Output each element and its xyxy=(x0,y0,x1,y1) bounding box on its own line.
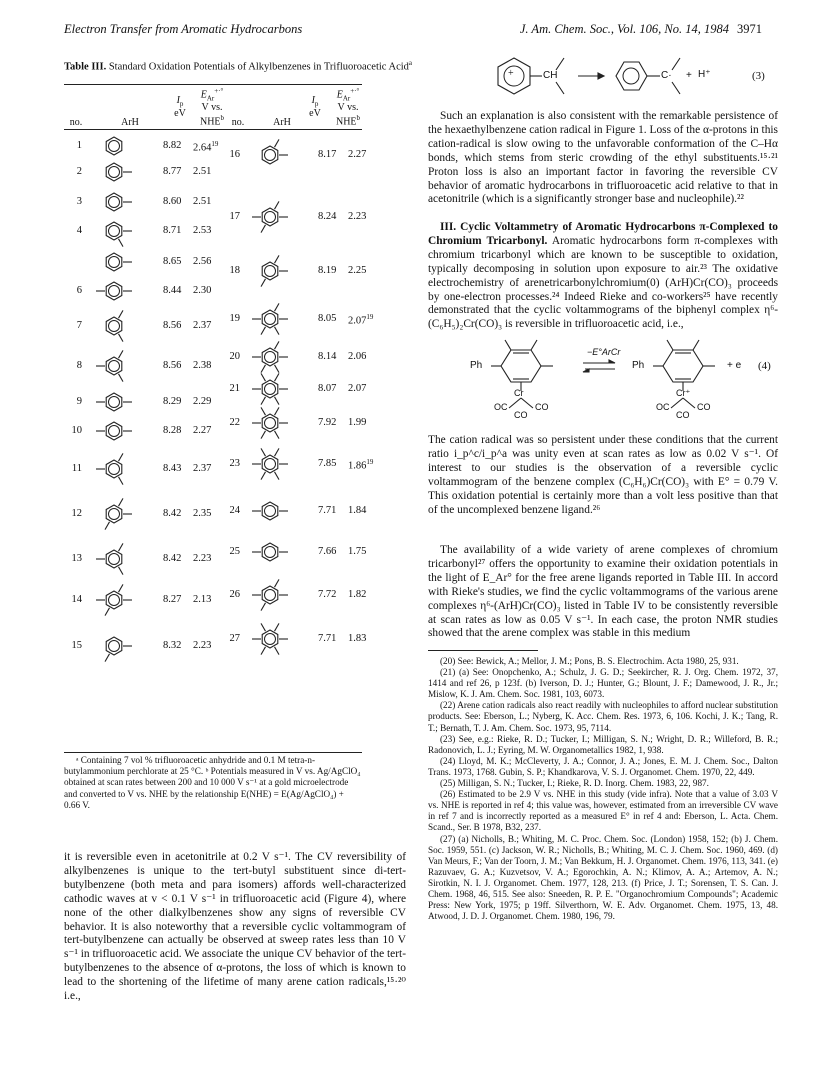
col-header-no-2: no. xyxy=(231,117,245,128)
row-number-20: 20 xyxy=(229,351,240,362)
row-number-23: 23 xyxy=(229,458,240,469)
equation-4-number: (4) xyxy=(758,360,771,372)
row-number-2: 2 xyxy=(76,166,82,177)
structure-22 xyxy=(235,401,305,445)
reference-item: (23) See, e.g.: Rieke, R. D.; Tucker, I.; Milligan, S. N.; Wright, D. R.; Willeford, B. R.; Radonovich, L. J.; Eyring, M. W. Organometallics 1982, 1, 938. xyxy=(428,733,778,755)
e-value-23: 1.86$^{19}$ xyxy=(348,458,374,472)
col-header-arh-2: ArH xyxy=(273,117,291,128)
ip-value-5: 8.65 xyxy=(163,256,182,267)
e-value-6: 2.30 xyxy=(193,285,212,296)
journal-citation: J. Am. Chem. Soc., Vol. 106, No. 14, 1984 xyxy=(519,22,729,36)
reference-item: (27) (a) Nicholls, B.; Whiting, M. C. Proc. Chem. Soc. (London) 1958, 152; (b) J. Chem. Soc. 1959, 551. (c) Jackson, W. R.; Nicholls, B.; Whiting, M. C. J. Chem. Soc. 1960, 469. (d) Van Meurs, F.; Van der Toorn, J. M.; Van Bekkum, H. J. Organomet. Chem. 1976, 113, 341. (e) Razuvaev, G. A.; Kuzvetsov, V. A.; Egorochkin, A. N.; Klimov, A. A.; Artemov, A. N.; Sirotkin, N. I. J. Organomet. Chem. 1977, 128, 213. (f) Price, J. T.; Sorensen, T. S. Can. J. Chem. 1968, 46, 515. See also: Sneeden, R. P. E. "Organochromium Compounds"; Academic Press: New York, 1975; p 19ff. Silverthorn, W. E. Adv. Organomet. Chem. 1975, 13, 48. Atwood, J. D. J. Organomet. Chem. 1980, 196, 79. xyxy=(428,833,778,922)
e-value-1: 2.64$^{19}$ xyxy=(193,140,219,154)
e-value-23-ref: 19 xyxy=(366,458,374,466)
e-value-24: 1.84 xyxy=(348,505,367,516)
e-value-10: 2.27 xyxy=(193,425,212,436)
e-value-18: 2.25 xyxy=(348,265,367,276)
ip-value-3: 8.60 xyxy=(163,196,182,207)
reference-item: (25) Milligan, S. N.; Tucker, I.; Rieke, R. D. Inorg. Chem. 1983, 22, 987. xyxy=(440,778,709,789)
structure-26 xyxy=(235,573,305,617)
eq4-electron: + e xyxy=(727,360,742,371)
right-paragraph-2 xyxy=(428,221,778,332)
table-label: Table III. xyxy=(64,61,107,73)
table-footnote: ᵃ Containing 7 vol % trifluoroacetic anhydride and 0.1 M tetra-n-butylammonium perchlorate at 25 °C. ᵇ Potentials measured in V vs. Ag/AgClO₄ obtained at scan rates between 200 and 10 000 V s⁻¹ at a gold microelectrode and converted to V vs. NHE by the relationship E(NHE) = E(Ag/AgClO₄) + 0.66 V. xyxy=(64,755,361,810)
row-number-16: 16 xyxy=(229,149,240,160)
e-value-26: 1.82 xyxy=(348,589,367,600)
row-number-6: 6 xyxy=(76,285,82,296)
ip-value-8: 8.56 xyxy=(163,360,182,371)
col-header-e-2: $E_{Ar}^{+\cdot^\circ}$ V vs. NHE$^b$ xyxy=(335,87,361,128)
references-rule xyxy=(428,650,538,651)
row-number-14: 14 xyxy=(71,594,82,605)
eq4-oc-right: OC xyxy=(656,402,670,412)
eq4-cr-left: Cr xyxy=(514,388,524,398)
e-value-12: 2.35 xyxy=(193,508,212,519)
ip-value-16: 8.17 xyxy=(318,149,337,160)
row-number-3: 3 xyxy=(76,196,82,207)
eq4-arrow-label: −E°ArCr xyxy=(587,347,621,357)
row-number-22: 22 xyxy=(229,417,240,428)
structure-23 xyxy=(235,442,305,486)
structure-7 xyxy=(79,304,149,348)
col-header-arh: ArH xyxy=(121,117,139,128)
e-value-1-ref: 19 xyxy=(211,140,219,148)
eq4-ph-right: Ph xyxy=(632,360,645,371)
right-paragraph-1: Such an explanation is also consistent with the remarkable persistence of the hexaethylbenzene cation radical in Figure 1. Loss of the α-protons in this cation-radical is slow owing to the unfavorable conformation of the C–Hα bonds, which stems from steric crowding of the ethyl substituents.¹⁵·²¹ Proton loss is also an important factor in favoring the reversible CV behavior of aromatic hydrocarbons in trifluoroacetic acid relative to that in acetonitrile (which is a significantly stronger base and nucleophile).²² xyxy=(428,110,778,206)
eq3-proton: H⁺ xyxy=(698,69,711,80)
row-number-8: 8 xyxy=(76,360,82,371)
row-number-24: 24 xyxy=(229,505,240,516)
ip-value-15: 8.32 xyxy=(163,640,182,651)
eq4-co-right-bottom: CO xyxy=(676,410,690,420)
equation-3-scheme xyxy=(494,56,754,96)
references-list xyxy=(428,656,778,922)
ip-value-25: 7.66 xyxy=(318,546,337,557)
structure-25 xyxy=(235,530,305,574)
ip-value-24: 7.71 xyxy=(318,505,337,516)
row-number-18: 18 xyxy=(229,265,240,276)
table-caption-footnote-mark: a xyxy=(408,59,413,67)
col-header-e: $E_{Ar}^{+\cdot^\circ}$ V vs. NHE$^b$ xyxy=(199,87,225,128)
e-value-22: 1.99 xyxy=(348,417,367,428)
structure-11 xyxy=(79,447,149,491)
running-header-right xyxy=(520,22,762,37)
ip-value-12: 8.42 xyxy=(163,508,182,519)
equation-3-number: (3) xyxy=(752,70,765,82)
structure-16 xyxy=(235,133,305,177)
ip-value-13: 8.42 xyxy=(163,553,182,564)
row-number-13: 13 xyxy=(71,553,82,564)
reference-item: (24) Lloyd, M. K.; McCleverty, J. A.; Connor, J. A.; Jones, E. M. J. Chem. Soc., Dalton Trans. 1973, 1768. Gubin, S. P.; Khandkarova, V. S. J. Organomet. Chem. 1970, 22, 449. xyxy=(428,755,778,777)
structure-18 xyxy=(235,249,305,293)
ip-value-20: 8.14 xyxy=(318,351,337,362)
row-number-11: 11 xyxy=(71,463,82,474)
row-number-7: 7 xyxy=(76,320,82,331)
structure-14 xyxy=(79,578,149,622)
ip-value-2: 8.77 xyxy=(163,166,182,177)
row-number-17: 17 xyxy=(229,211,240,222)
equation-3-plus-inside-ring: + xyxy=(508,68,514,79)
ip-value-10: 8.28 xyxy=(163,425,182,436)
e-value-9: 2.29 xyxy=(193,396,212,407)
table-bottom-rule xyxy=(64,752,362,753)
right-paragraph-3: The cation radical was so persistent under these conditions that the current ratio i_p^c/i_p^a was unity even at scan rates as low as 0.02 V s⁻¹. Of interest to our studies is the observation of a reversible cyclic voltammogram of the benzene complex (C₆H₆)Cr(CO)₃ with E° = 0.79 V. This oxidation potential is certainly more than a volt less positive than that of the uncomplexed benzene ligand.²⁶ xyxy=(428,434,778,516)
row-number-4: 4 xyxy=(76,225,82,236)
eq4-ph-left: Ph xyxy=(470,360,483,371)
e-value-11: 2.37 xyxy=(193,463,212,474)
ip-value-1: 8.82 xyxy=(163,140,182,151)
ip-value-22: 7.92 xyxy=(318,417,337,428)
section-heading: III. Cyclic Voltammetry of Aromatic Hydrocarbons π-Complexed to Chromium Tricarbonyl. xyxy=(428,221,778,247)
eq3-plus: + xyxy=(686,70,692,81)
e-value-7: 2.37 xyxy=(193,320,212,331)
ip-value-19: 8.05 xyxy=(318,313,337,324)
row-number-1: 1 xyxy=(76,140,82,151)
running-header-left: Electron Transfer from Aromatic Hydrocarbons xyxy=(64,22,303,36)
e-value-19: 2.07$^{19}$ xyxy=(348,313,374,327)
row-number-21: 21 xyxy=(229,383,240,394)
row-number-9: 9 xyxy=(76,396,82,407)
ip-value-7: 8.56 xyxy=(163,320,182,331)
col-header-ip-2: $I_p$ eV xyxy=(309,95,321,119)
ip-value-18: 8.19 xyxy=(318,265,337,276)
eq4-cr-right: Cr⁺ xyxy=(676,388,691,398)
reference-item: (20) See: Bewick, A.; Mellor, J. M.; Pons, B. S. Electrochim. Acta 1980, 25, 931. xyxy=(440,656,739,666)
reference-item: (22) Arene cation radicals also react readily with nucleophiles to afford nuclear substitution products. See: Eberson, L.; Nyberg, K. Acc. Chem. Res. 1973, 6, 106. Kochi, J. K.; Tang, R. T.; Bernath, T. J. Am. Chem. Soc. 1973, 95, 7114. xyxy=(428,700,778,733)
structure-13 xyxy=(79,537,149,581)
ip-value-27: 7.71 xyxy=(318,633,337,644)
e-value-20: 2.06 xyxy=(348,351,367,362)
eq3-c-label: C· xyxy=(661,70,672,81)
col-header-no: no. xyxy=(69,117,83,128)
e-value-27: 1.83 xyxy=(348,633,367,644)
table-title xyxy=(64,57,416,74)
page-number: 3971 xyxy=(737,22,762,36)
e-value-25: 1.75 xyxy=(348,546,367,557)
eq4-co-right-right: CO xyxy=(697,402,711,412)
ip-value-11: 8.43 xyxy=(163,463,182,474)
ip-value-4: 8.71 xyxy=(163,225,182,236)
col-header-ip: $I_p$ eV xyxy=(174,95,186,119)
table-caption: Standard Oxidation Potentials of Alkylbenzenes in Trifluoroacetic Acid xyxy=(108,61,409,73)
row-number-27: 27 xyxy=(229,633,240,644)
e-value-16: 2.27 xyxy=(348,149,367,160)
structure-17 xyxy=(235,195,305,239)
structure-24 xyxy=(235,489,305,533)
e-value-17: 2.23 xyxy=(348,211,367,222)
table-top-rule xyxy=(64,84,362,85)
structure-27 xyxy=(235,617,305,661)
row-number-26: 26 xyxy=(229,589,240,600)
row-number-12: 12 xyxy=(71,508,82,519)
eq3-ch-label: CH xyxy=(543,70,558,81)
e-value-4: 2.53 xyxy=(193,225,212,236)
e-value-19-ref: 19 xyxy=(366,313,374,321)
right-paragraph-4: The availability of a wide variety of arene complexes of chromium tricarbonyl²⁷ offers the opportunity to examine their oxidation potentials in the light of E_Ar° for the free arene ligands reported in Table III. In accord with Rieke's studies, we find the cyclic voltammograms of the various arene complexes η⁶-(ArH)Cr(CO)₃ listed in Table IV to be consistently reversible at scan rates as low as 0.05 V s⁻¹. In each case, the proton NMR studies showed that the arene complex was stable in this medium xyxy=(428,544,778,640)
e-value-2: 2.51 xyxy=(193,166,212,177)
row-number-15: 15 xyxy=(71,640,82,651)
row-number-10: 10 xyxy=(71,425,82,436)
eq4-co-left-right: CO xyxy=(535,402,549,412)
reference-item: (21) (a) See: Onopchenko, A.; Schulz, J. G. D.; Seekircher, R. J. Org. Chem. 1972, 37, 1414 and ref 26, p 123f. (b) Iverson, D. J.; Hunter, G.; Blount, J. F.; Damewood, J. R., Jr.; Mislow, K. J. Am. Chem. Soc. 1981, 103, 6073. xyxy=(428,667,778,700)
ip-value-26: 7.72 xyxy=(318,589,337,600)
row-number-25: 25 xyxy=(229,546,240,557)
eq4-co-left-bottom: CO xyxy=(514,410,528,420)
e-value-3: 2.51 xyxy=(193,196,212,207)
e-value-5: 2.56 xyxy=(193,256,212,267)
ip-value-14: 8.27 xyxy=(163,594,182,605)
eq4-oc-left: OC xyxy=(494,402,508,412)
e-value-13: 2.23 xyxy=(193,553,212,564)
ip-value-23: 7.85 xyxy=(318,458,337,469)
right-paragraph-2-text: Aromatic hydrocarbons form π-complexes with chromium tricarbonyl which are known to be susceptible to oxidation, typically decomposing in solution upon exposure to air.²³ The oxidative electrochemistry of arenetricarbonylchromium(0) (ArH)Cr(CO)₃ proceeds by one-electron processes.²⁴ Indeed Rieke and co-workers²⁵ have recently demonstrated that the cyclic voltammograms of the biphenyl complex η⁶-(C₆H₅)₂Cr(CO)₃ is reversible in trifluoroacetic acid, i.e., xyxy=(428,234,779,331)
e-value-8: 2.38 xyxy=(193,360,212,371)
reference-item: (26) Estimated to be 2.9 V vs. NHE in this study (vide infra). Note that a value of 3.03 V vs. NHE is reported in ref 4; this value was, however, estimated from an irreversible CV wave in ref 7 and is incorrectly reported as a measured E° in ref 4 and: Eberson, L. Acta. Chem. Scand., Ser. B 1978, B32, 237. xyxy=(428,789,778,833)
structure-15 xyxy=(79,624,149,668)
e-value-15: 2.23 xyxy=(193,640,212,651)
ip-value-17: 8.24 xyxy=(318,211,337,222)
row-number-19: 19 xyxy=(229,313,240,324)
left-body-paragraph: it is reversible even in acetonitrile at 0.2 V s⁻¹. The CV reversibility of alkylbenzenes is unique to the tert-butyl substituent since di-tert-butylbenzene (both meta and para isomers) affords well-characterized cathodic waves at v < 0.1 V s⁻¹ in trifluoroacetic acid (Figure 4), where none of the other dialkylbenzenes show any signs of reversible CV behavior. It is also noteworthy that a reversible cyclic voltammogram of tert-butylbenzene can actually be observed at sweep rates less than 10 V s⁻¹ in trifluoroacetic acid. We associate the unique CV behavior of the tert-butylbenzenes to the absence of α-protons, the loss of which is known to lead to the shortening of the lifetime of many arene cation radicals,¹⁵·²⁰ i.e., xyxy=(64,851,406,1003)
ip-value-9: 8.29 xyxy=(163,396,182,407)
e-value-14: 2.13 xyxy=(193,594,212,605)
ip-value-6: 8.44 xyxy=(163,285,182,296)
structure-12 xyxy=(79,492,149,536)
ip-value-21: 8.07 xyxy=(318,383,337,394)
e-value-21: 2.07 xyxy=(348,383,367,394)
